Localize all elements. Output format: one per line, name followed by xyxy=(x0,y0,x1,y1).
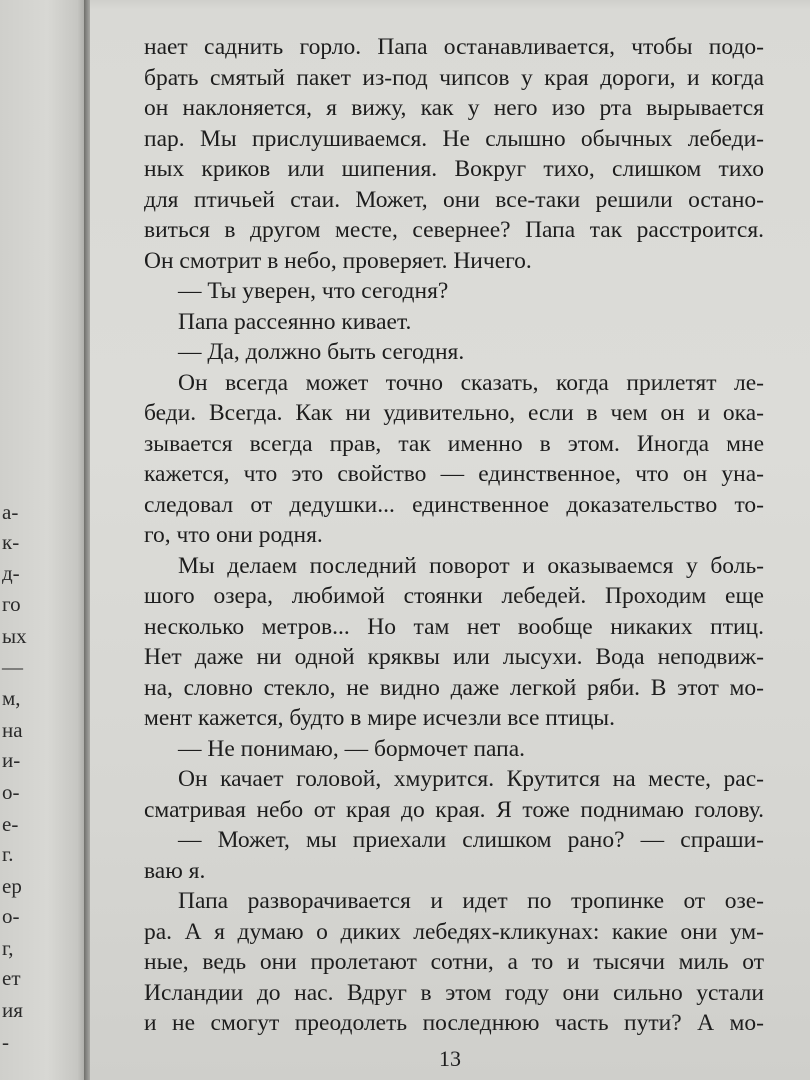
text-line: кажется, что это свойство — единственное, что он уна- xyxy=(144,461,764,487)
text-line: Папа разворачивается и идет по тропинке от озе- xyxy=(178,888,764,914)
text-line: Он смотрит в небо, проверяет. Ничего. xyxy=(144,247,532,274)
left-page-fragment: г. xyxy=(2,842,14,866)
page-number: 13 xyxy=(439,1046,461,1071)
text-line: для птичьей стаи. Может, они все-таки решили остано- xyxy=(144,186,764,213)
text-line: мент кажется, будто в мире исчезли все птицы. xyxy=(144,705,615,731)
left-page-fragment: м, xyxy=(2,686,21,710)
text-line: Нет даже ни одной кряквы или лысухи. Вода неподвиж- xyxy=(144,644,764,670)
text-line: ра. А я думаю о диких лебедях-кликунах: какие они ум- xyxy=(144,918,764,945)
left-page-fragment: о- xyxy=(2,904,20,928)
left-page-fragment: о- xyxy=(2,780,20,804)
left-page-fragment: е- xyxy=(2,812,19,836)
text-line: зывается всегда прав, так именно в этом. Иногда мне xyxy=(144,430,764,457)
left-page-fragment: на xyxy=(2,718,23,742)
left-page-fragment: го xyxy=(2,592,21,616)
text-line: Мы делаем последний поворот и оказываемся у боль- xyxy=(178,552,764,579)
text-line: следовал от дедушки... единственное доказательство то- xyxy=(144,491,764,518)
left-page-fragment: ер xyxy=(2,874,22,898)
right-page xyxy=(90,0,810,1080)
text-line: — Ты уверен, что сегодня? xyxy=(178,278,449,304)
left-page-fragment: к- xyxy=(2,530,20,554)
left-page-fragment: а- xyxy=(2,500,19,524)
text-line: шого озера, любимой стоянки лебедей. Проходим еще xyxy=(144,583,764,609)
text-line: виться в другом месте, севернее? Папа так расстроится. xyxy=(144,217,764,243)
text-line: он наклоняется, я вижу, как у него изо рта вырывается xyxy=(144,95,764,121)
text-line: — Да, должно быть сегодня. xyxy=(178,339,465,365)
text-line: Исландии до нас. Вдруг в этом году они сильно устали xyxy=(144,979,764,1006)
left-page-fragment: ет xyxy=(2,966,21,990)
left-page-fragment: ия xyxy=(2,998,23,1022)
left-page-fragment: г, xyxy=(2,936,14,960)
text-line: на, словно стекло, не видно даже легкой ряби. В этот мо- xyxy=(144,674,764,701)
text-line: и не смогут преодолеть последнюю часть пути? А мо- xyxy=(144,1010,764,1036)
page-text xyxy=(144,32,764,1039)
text-line: ваю я. xyxy=(144,857,206,884)
text-line: го, что они родня. xyxy=(144,522,323,548)
text-line: — Может, мы приехали слишком рано? — спраши- xyxy=(178,827,764,853)
left-page-fragment: и- xyxy=(2,748,21,772)
text-line: ные, ведь они пролетают сотни, а то и тысячи миль от xyxy=(144,949,764,975)
text-line: ных криков или шипения. Вокруг тихо, слишком тихо xyxy=(144,156,764,182)
text-line: Он качает головой, хмурится. Крутится на месте, рас- xyxy=(178,766,764,792)
left-page-edge xyxy=(0,0,86,1080)
text-line: несколько метров... Но там нет вообще никаких птиц. xyxy=(144,613,764,640)
text-line: сматривая небо от края до края. Я тоже поднимаю голову. xyxy=(144,796,764,823)
text-line: пар. Мы прислушиваемся. Не слышно обычных лебеди- xyxy=(144,125,764,152)
text-line: Он всегда может точно сказать, когда прилетят ле- xyxy=(178,369,764,396)
text-line: Папа рассеянно кивает. xyxy=(178,308,412,335)
left-page-fragment: д- xyxy=(2,561,20,585)
left-page-fragment: — xyxy=(2,655,23,679)
text-line: брать смятый пакет из-под чипсов у края дороги, и когда xyxy=(144,64,764,91)
left-page-fragment: ых xyxy=(2,624,27,648)
left-page-fragment: - xyxy=(2,1030,9,1054)
text-line: — Не понимаю, — бормочет папа. xyxy=(178,735,526,762)
text-line: беди. Всегда. Как ни удивительно, если в чем он и ока- xyxy=(144,400,764,426)
page-top-shadow xyxy=(90,0,810,10)
text-line: нает саднить горло. Папа останавливается, чтобы подо- xyxy=(144,34,764,60)
